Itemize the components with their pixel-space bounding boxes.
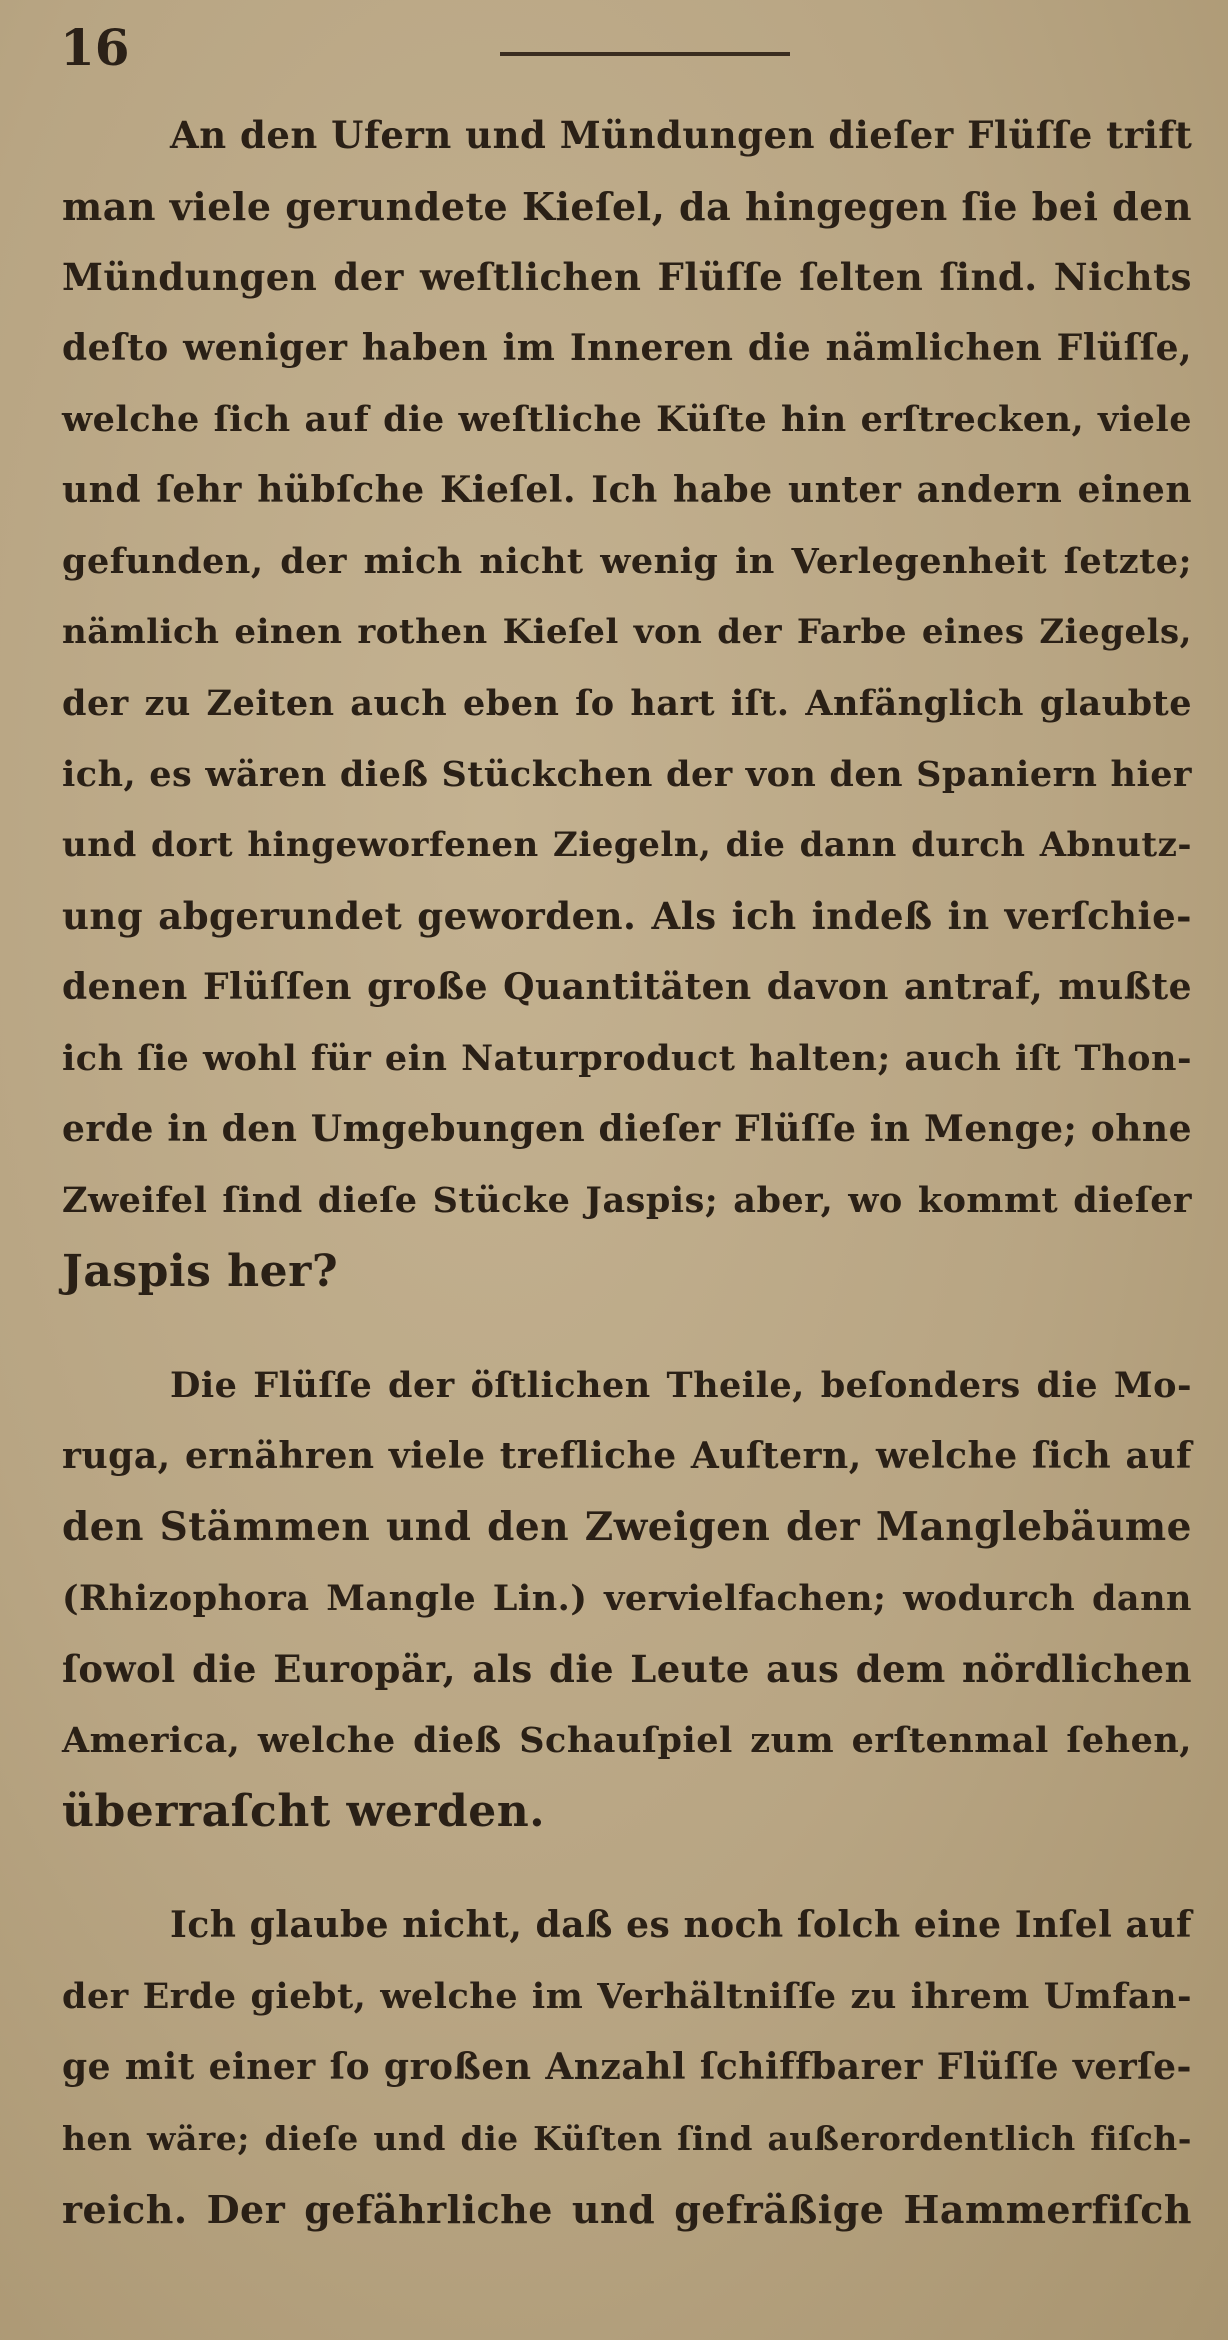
- text-line: ge mit einer ſo großen Anzahl ſchiffbarer Flüſſe verſe-: [62, 2046, 1192, 2088]
- text-line: den Stämmen und den Zweigen der Manglebäume: [62, 1504, 1192, 1550]
- text-line: erde in den Umgebungen dieſer Flüſſe in Menge; ohne: [62, 1108, 1192, 1150]
- page-header: [60, 10, 1160, 90]
- text-line: man viele gerundete Kieſel, da hingegen ſie bei den: [62, 184, 1192, 229]
- paragraph-3: [62, 1890, 1192, 2245]
- text-line: reich. Der gefährliche und gefräßige Hammerfiſch: [62, 2187, 1192, 2232]
- text-line: der zu Zeiten auch eben ſo hart iſt. Anfänglich glaubte: [62, 683, 1192, 724]
- text-line: Mündungen der weſtlichen Flüſſe ſelten ſind. Nichts: [62, 255, 1192, 299]
- paragraph-gap: [62, 1307, 1192, 1350]
- text-line: Jaspis her?: [62, 1246, 339, 1297]
- text-line: und ſehr hübſche Kieſel. Ich habe unter andern einen: [62, 469, 1192, 511]
- text-line: Die Flüſſe der öſtlichen Theile, beſonders die Mo-: [170, 1365, 1192, 1406]
- text-line: ich ſie wohl für ein Naturproduct halten; auch iſt Thon-: [62, 1038, 1192, 1079]
- text-line: überraſcht werden.: [62, 1786, 546, 1837]
- paragraph-2: [62, 1350, 1192, 1847]
- text-line: America, welche dieß Schauſpiel zum erſtenmal ſehen,: [62, 1720, 1192, 1761]
- text-line: An den Ufern und Mündungen dieſer Flüſſe trift: [170, 113, 1193, 157]
- text-line: der Erde giebt, welche im Verhältniſſe zu ihrem Umfan-: [62, 1976, 1192, 2017]
- text-line: denen Flüſſen große Quantitäten davon antraf, mußte: [62, 966, 1192, 1008]
- text-line: hen wäre; dieſe und die Küſten ſind außerordentlich fiſch-: [62, 2119, 1192, 2158]
- header-rule: [500, 52, 790, 56]
- text-line: welche ſich auf die weſtliche Küſte hin erſtrecken, viele: [62, 399, 1192, 440]
- text-line: Zweifel ſind dieſe Stücke Jaspis; aber, wo kommt dieſer: [62, 1180, 1192, 1221]
- text-line: Ich glaube nicht, daß es noch ſolch eine Inſel auf: [170, 1904, 1192, 1946]
- text-line: und dort hingeworfenen Ziegeln, die dann durch Abnutz-: [62, 825, 1192, 865]
- body-text: [62, 100, 1192, 2245]
- text-line: ich, es wären dieß Stückchen der von den Spaniern hier: [62, 754, 1192, 795]
- text-line: nämlich einen rothen Kieſel von der Farbe eines Ziegels,: [62, 612, 1192, 652]
- text-line: ſowol die Europär, als die Leute aus dem nördlichen: [62, 1647, 1192, 1691]
- text-line: ruga, ernähren viele trefliche Auſtern, welche ſich auf: [62, 1435, 1192, 1477]
- text-line: gefunden, der mich nicht wenig in Verlegenheit ſetzte;: [62, 541, 1192, 582]
- text-line: deſto weniger haben im Inneren die nämlichen Flüſſe,: [62, 327, 1192, 369]
- text-line: (Rhizophora Mangle Lin.) vervielfachen; wodurch dann: [62, 1578, 1192, 1619]
- text-line: ung abgerundet geworden. Als ich indeß in verſchie-: [62, 894, 1192, 938]
- page-number: 16: [60, 18, 130, 77]
- paragraph-1: [62, 100, 1192, 1307]
- paragraph-gap: [62, 1847, 1192, 1890]
